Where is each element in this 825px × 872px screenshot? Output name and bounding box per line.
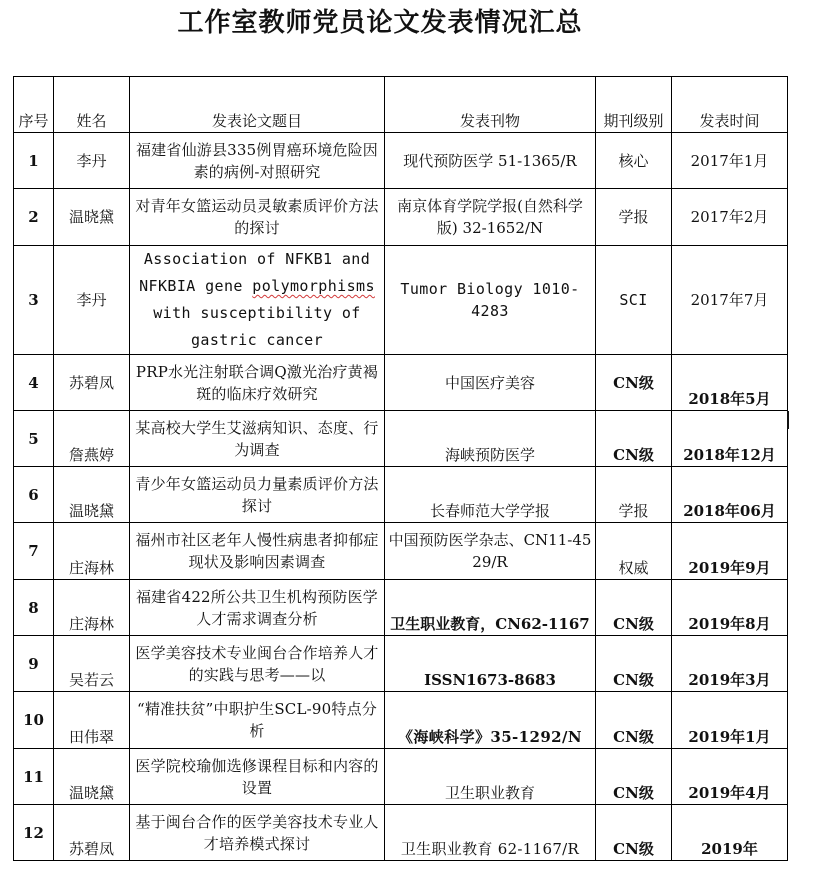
row-index: 7 bbox=[14, 523, 54, 580]
row-author: 苏碧凤 bbox=[54, 805, 130, 861]
row-level: 权威 bbox=[596, 523, 672, 580]
row-paper-title: 青少年女篮运动员力量素质评价方法探讨 bbox=[130, 467, 385, 523]
row-author: 温晓黛 bbox=[54, 467, 130, 523]
row-date: 2019年 bbox=[672, 805, 788, 861]
row-journal: Tumor Biology 1010-4283 bbox=[385, 246, 596, 355]
header-level: 期刊级别 bbox=[596, 77, 672, 133]
row-date: 2018年12月 bbox=[672, 411, 788, 467]
row-date: 2017年7月 bbox=[672, 246, 788, 355]
row-paper-title: 医学院校瑜伽选修课程目标和内容的设置 bbox=[130, 749, 385, 805]
row-date: 2019年1月 bbox=[672, 692, 788, 749]
row-author: 李丹 bbox=[54, 133, 130, 189]
table-row bbox=[14, 246, 788, 355]
text-cursor-mark bbox=[787, 411, 789, 429]
row-journal: 现代预防医学 51-1365/R bbox=[385, 133, 596, 189]
row-author: 李丹 bbox=[54, 246, 130, 355]
row-journal: 卫生职业教育，CN62-1167 bbox=[385, 580, 596, 636]
header-name: 姓名 bbox=[54, 77, 130, 133]
row-level: 学报 bbox=[596, 467, 672, 523]
table-row bbox=[14, 133, 788, 189]
row-paper-title: 福建省422所公共卫生机构预防医学人才需求调查分析 bbox=[130, 580, 385, 636]
title-text-part: with susceptibility of gastric cancer bbox=[153, 304, 361, 349]
row-level: 核心 bbox=[596, 133, 672, 189]
row-author: 庄海林 bbox=[54, 523, 130, 580]
row-paper-title: 福州市社区老年人慢性病患者抑郁症现状及影响因素调查 bbox=[130, 523, 385, 580]
row-author: 温晓黛 bbox=[54, 189, 130, 246]
row-journal: 长春师范大学学报 bbox=[385, 467, 596, 523]
row-level: CN级 bbox=[596, 411, 672, 467]
table-row bbox=[14, 749, 788, 805]
row-paper-title: 基于闽台合作的医学美容技术专业人才培养模式探讨 bbox=[130, 805, 385, 861]
row-index: 4 bbox=[14, 355, 54, 411]
row-index: 11 bbox=[14, 749, 54, 805]
row-level: CN级 bbox=[596, 636, 672, 692]
row-author: 田伟翠 bbox=[54, 692, 130, 749]
title-text-part: Association of NFKB1 and NFKBIA gene bbox=[139, 250, 371, 295]
row-paper-title: 医学美容技术专业闽台合作培养人才的实践与思考——以 bbox=[130, 636, 385, 692]
row-journal: 卫生职业教育 bbox=[385, 749, 596, 805]
table-row bbox=[14, 467, 788, 523]
row-journal: 中国预防医学杂志、CN11-4529/R bbox=[385, 523, 596, 580]
row-level: CN级 bbox=[596, 692, 672, 749]
row-index: 2 bbox=[14, 189, 54, 246]
table-row bbox=[14, 805, 788, 861]
row-index: 10 bbox=[14, 692, 54, 749]
row-paper-title bbox=[130, 246, 385, 355]
row-level: CN级 bbox=[596, 805, 672, 861]
row-paper-title: 福建省仙游县335例胃癌环境危险因素的病例-对照研究 bbox=[130, 133, 385, 189]
publication-table bbox=[13, 76, 788, 861]
table-row bbox=[14, 411, 788, 467]
row-date: 2017年2月 bbox=[672, 189, 788, 246]
row-date: 2019年4月 bbox=[672, 749, 788, 805]
table-row bbox=[14, 355, 788, 411]
header-paper-title: 发表论文题目 bbox=[130, 77, 385, 133]
row-index: 3 bbox=[14, 246, 54, 355]
row-journal: 《海峡科学》35-1292/N bbox=[385, 692, 596, 749]
row-author: 苏碧凤 bbox=[54, 355, 130, 411]
row-author: 温晓黛 bbox=[54, 749, 130, 805]
row-journal: 南京体育学院学报(自然科学版) 32-1652/N bbox=[385, 189, 596, 246]
table-row bbox=[14, 580, 788, 636]
table-row bbox=[14, 189, 788, 246]
row-level: CN级 bbox=[596, 355, 672, 411]
row-paper-title: 某高校大学生艾滋病知识、态度、行为调查 bbox=[130, 411, 385, 467]
row-index: 1 bbox=[14, 133, 54, 189]
row-level: SCI bbox=[596, 246, 672, 355]
row-level: CN级 bbox=[596, 580, 672, 636]
row-index: 6 bbox=[14, 467, 54, 523]
row-index: 8 bbox=[14, 580, 54, 636]
row-date: 2019年3月 bbox=[672, 636, 788, 692]
spellcheck-underlined-word: polymorphisms bbox=[252, 277, 375, 295]
header-date: 发表时间 bbox=[672, 77, 788, 133]
row-level: 学报 bbox=[596, 189, 672, 246]
row-index: 5 bbox=[14, 411, 54, 467]
row-index: 9 bbox=[14, 636, 54, 692]
row-journal: ISSN1673-8683 bbox=[385, 636, 596, 692]
row-date: 2019年9月 bbox=[672, 523, 788, 580]
header-journal: 发表刊物 bbox=[385, 77, 596, 133]
header-index: 序号 bbox=[14, 77, 54, 133]
table-row bbox=[14, 523, 788, 580]
row-author: 詹燕婷 bbox=[54, 411, 130, 467]
table-row bbox=[14, 692, 788, 749]
row-author: 吴若云 bbox=[54, 636, 130, 692]
row-author: 庄海林 bbox=[54, 580, 130, 636]
page-title: 工作室教师党员论文发表情况汇总 bbox=[177, 8, 583, 38]
row-journal: 卫生职业教育 62-1167/R bbox=[385, 805, 596, 861]
row-date: 2018年06月 bbox=[672, 467, 788, 523]
row-journal: 海峡预防医学 bbox=[385, 411, 596, 467]
row-index: 12 bbox=[14, 805, 54, 861]
row-journal: 中国医疗美容 bbox=[385, 355, 596, 411]
header-row bbox=[14, 77, 788, 133]
table-row bbox=[14, 636, 788, 692]
row-level: CN级 bbox=[596, 749, 672, 805]
row-paper-title: PRP水光注射联合调Q激光治疗黄褐斑的临床疗效研究 bbox=[130, 355, 385, 411]
row-date: 2017年1月 bbox=[672, 133, 788, 189]
row-paper-title: 对青年女篮运动员灵敏素质评价方法的探讨 bbox=[130, 189, 385, 246]
row-date: 2018年5月 bbox=[672, 355, 788, 411]
row-paper-title: “精准扶贫”中职护生SCL-90特点分析 bbox=[130, 692, 385, 749]
row-date: 2019年8月 bbox=[672, 580, 788, 636]
